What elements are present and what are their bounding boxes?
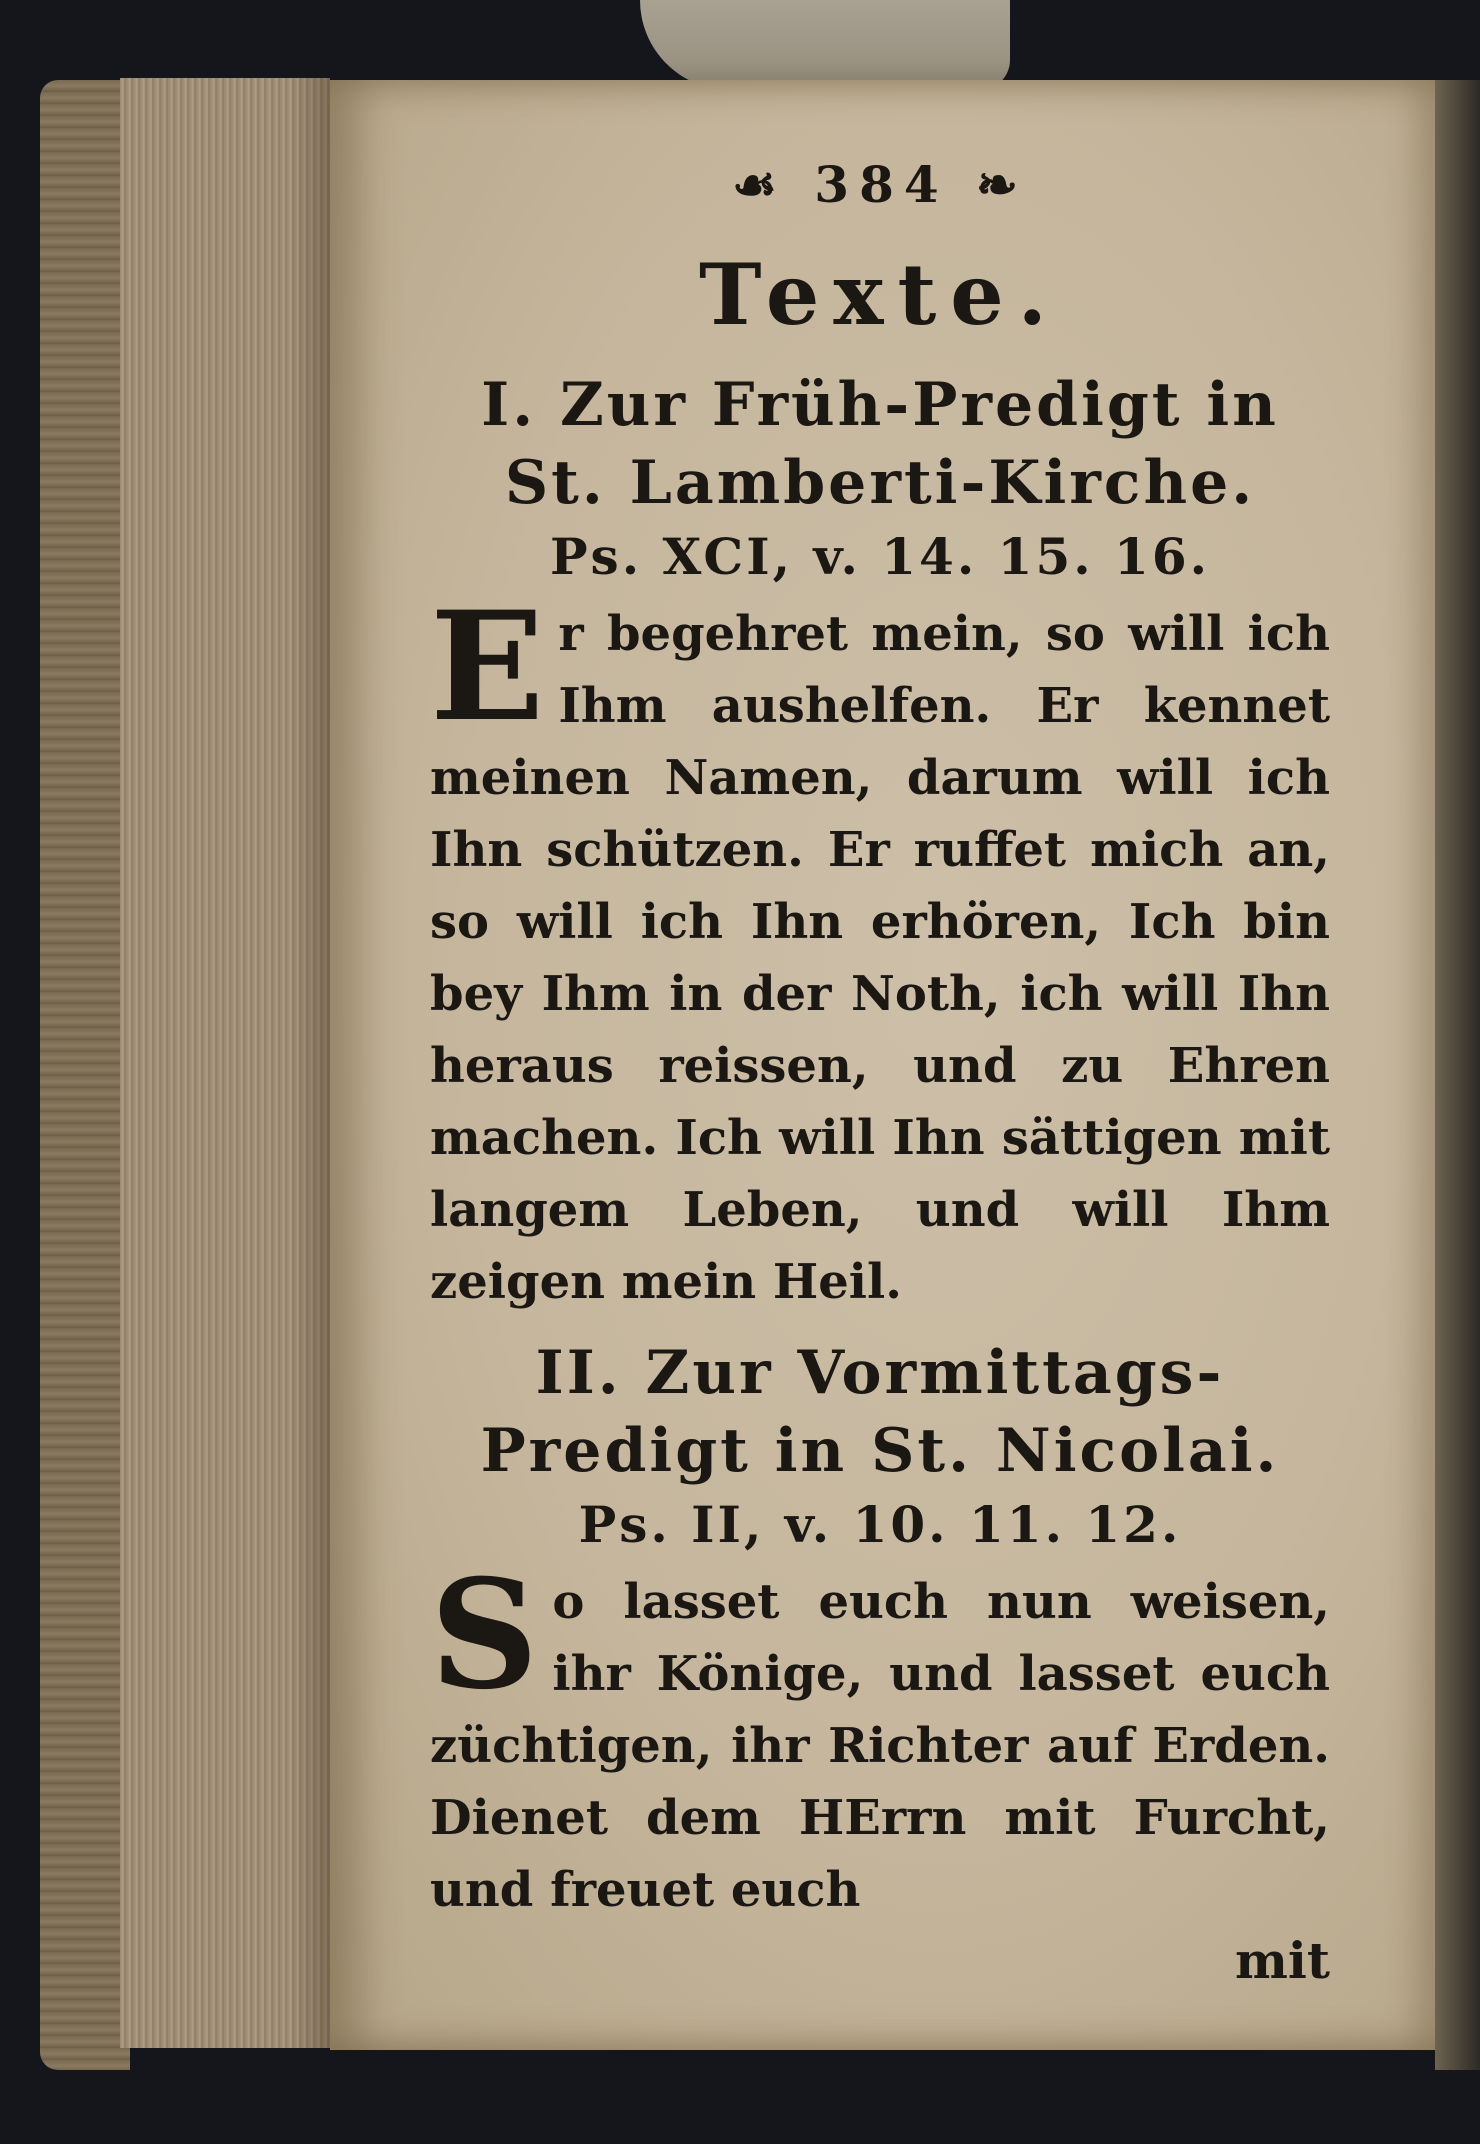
book-cover-left: [40, 80, 130, 2070]
scripture-reference: Ps. II, v. 10. 11. 12.: [578, 1495, 1182, 1554]
section-body: [430, 1547, 1330, 1926]
section-heading: II. Zur Vormittags-Predigt in St. Nicolai.: [480, 1338, 1280, 1486]
page-title: Texte.: [699, 245, 1061, 344]
book-cover-right: [1435, 80, 1480, 2070]
page-block-edges: [120, 78, 330, 2048]
book-page: [330, 80, 1435, 2050]
page-header: ☙ 384 ❧: [732, 155, 1028, 214]
section-body: [430, 579, 1330, 1318]
body-text: r begehret mein, so will ich Ihm aushelfen. Er kennet meinen Namen, darum will ich Ihn schützen. Er ruffet mich an, so will ich Ihn erhören, Ich bin bey Ihm in der Noth, ich will Ihn heraus reissen, und zu Ehren machen. Ich will Ihn sättigen mit langem Leben, und will Ihm zeigen mein Heil.: [430, 606, 1330, 1310]
text-column: [430, 150, 1330, 1996]
section-heading: I. Zur Früh-Predigt in St. Lamberti-Kirche.: [481, 370, 1279, 518]
catchword: mit: [1235, 1931, 1330, 1990]
drop-cap: S: [430, 1547, 539, 1723]
body-text: o lasset euch nun weisen, ihr Könige, und lasset euch züchtigen, ihr Richter auf Erden. Dienet dem HErrn mit Furcht, und freuet euch: [430, 1574, 1330, 1918]
section-1: [430, 366, 1330, 1318]
drop-cap: E: [430, 579, 545, 755]
paper-scrap: [640, 0, 1010, 90]
section-2: [430, 1334, 1330, 1926]
scripture-reference: Ps. XCI, v. 14. 15. 16.: [549, 527, 1211, 586]
